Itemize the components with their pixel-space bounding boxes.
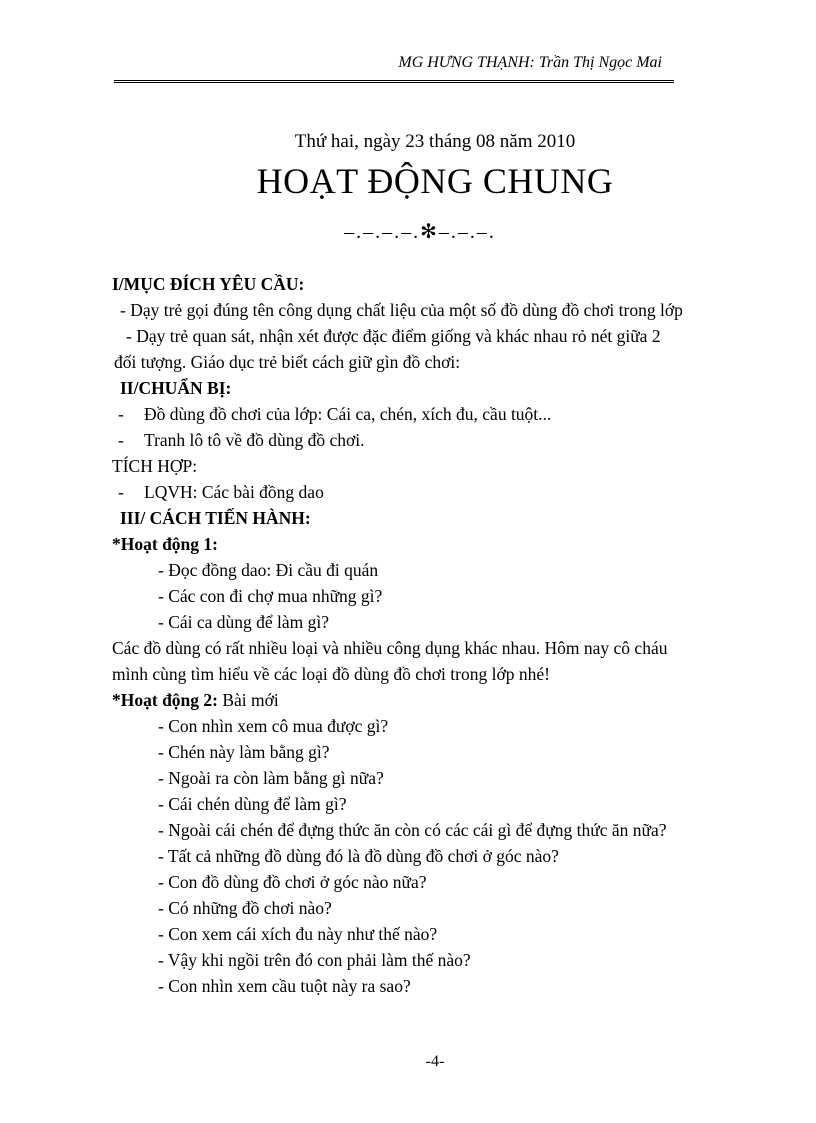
list-item: - Các con đi chợ mua những gì?	[158, 586, 383, 606]
header-text: MG HƯNG THẠNH: Trần Thị Ngọc Mai	[398, 54, 662, 71]
list-dash: -	[118, 482, 124, 502]
activity-2-label-suffix: Bài mới	[217, 690, 279, 710]
list-item: - Vậy khi ngồi trên đó con phải làm thế nào?	[158, 950, 471, 970]
preparation-item: - Đồ dùng đồ chơi của lớp: Cái ca, chén, xích đu, cầu tuột...	[112, 401, 772, 427]
list-item: - Tất cả những đồ dùng đó là đồ dùng đồ chơi ở góc nào?	[158, 846, 559, 866]
activity-1-paragraph-line-1: Các đồ dùng có rất nhiều loại và nhiều công dụng khác nhau. Hôm nay cô cháu	[112, 638, 668, 658]
activity-1-label: *Hoạt động 1:	[112, 534, 218, 554]
list-item: - Có những đồ chơi nào?	[158, 898, 332, 918]
activity-2-heading	[112, 687, 772, 713]
activity-1-paragraph-line-2: mình cùng tìm hiểu về các loại đồ dùng đồ chơi trong lớp nhé!	[112, 664, 550, 684]
page-header	[114, 50, 674, 83]
list-item: - Con xem cái xích đu này như thế nào?	[158, 924, 438, 944]
list-item: - Con đồ dùng đồ chơi ở góc nào nữa?	[158, 872, 427, 892]
list-item: - Ngoài cái chén để đựng thức ăn còn có các cái gì để đựng thức ăn nữa?	[158, 820, 667, 840]
page-title: HOẠT ĐỘNG CHUNG	[256, 161, 614, 201]
preparation-item: - Tranh lô tô về đồ dùng đồ chơi.	[112, 427, 772, 453]
lesson-date: Thứ hai, ngày 23 tháng 08 năm 2010	[294, 131, 576, 152]
list-item: - Cái ca dùng để làm gì?	[158, 612, 330, 632]
document-body	[112, 271, 772, 999]
list-item: - Chén này làm bằng gì?	[158, 742, 330, 762]
integration-item: - LQVH: Các bài đồng dao	[112, 479, 772, 505]
list-item: - Đọc đồng dao: Đi cầu đi quán	[158, 560, 379, 580]
list-item: - Con nhìn xem cô mua được gì?	[158, 716, 389, 736]
list-item: - Cái chén dùng để làm gì?	[158, 794, 347, 814]
list-item: - Ngoài ra còn làm bằng gì nữa?	[158, 768, 384, 788]
list-item: - Con nhìn xem cầu tuột này ra sao?	[158, 976, 411, 996]
page-number: -4-	[425, 1053, 445, 1070]
section-heading-integration: TÍCH HỢP:	[112, 456, 198, 476]
activity-2-label: *Hoạt động 2:	[112, 690, 218, 710]
title-ornament: –.–.–.–.✻–.–.–.	[344, 221, 496, 243]
objective-line-2: - Dạy trẻ quan sát, nhận xét được đặc điểm giống và khác nhau rỏ nét giữa 2	[126, 326, 661, 346]
list-dash: -	[118, 430, 124, 450]
list-dash: -	[118, 404, 124, 424]
objective-line-1: - Dạy trẻ gọi đúng tên công dụng chất liệu của một số đồ dùng đồ chơi trong lớp	[120, 300, 683, 320]
objectives-heading: I/MỤC ĐÍCH YÊU CẦU:	[112, 274, 305, 294]
section-heading-objectives	[112, 271, 772, 297]
section-heading-preparation: II/CHUẨN BỊ:	[120, 378, 232, 398]
objective-line-3: đối tượng. Giáo dục trẻ biết cách giữ gìn đồ chơi:	[114, 352, 461, 372]
section-heading-procedure: III/ CÁCH TIẾN HÀNH:	[120, 508, 311, 528]
